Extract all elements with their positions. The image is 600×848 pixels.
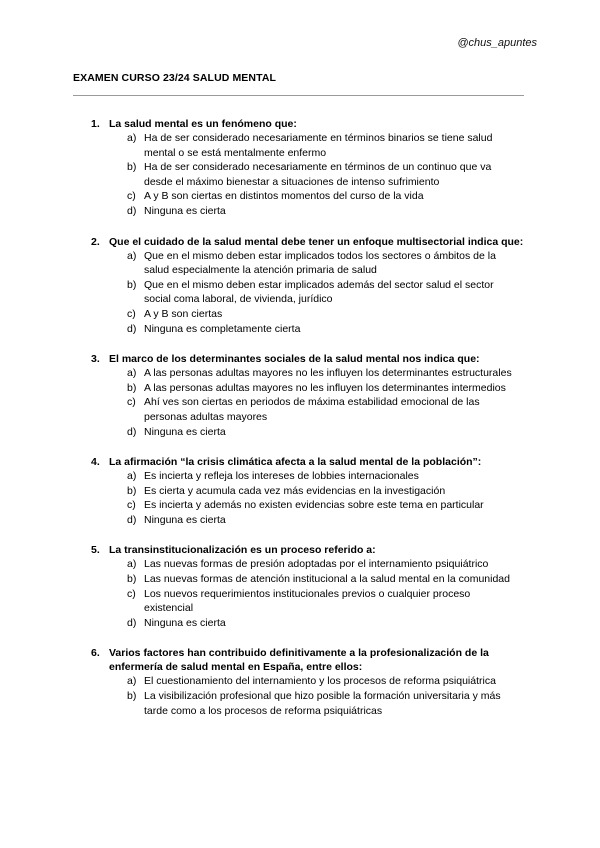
- option-text: Los nuevos requerimientos institucionales previos o cualquier proceso existencial: [144, 587, 471, 615]
- option-list: [0, 557, 600, 630]
- author-handle: @chus_apuntes: [457, 37, 537, 49]
- option-letter: a): [127, 470, 137, 483]
- answer-option: [0, 484, 600, 499]
- option-text: Las nuevas formas de atención institucional a la salud mental en la comunidad: [144, 573, 510, 586]
- option-text: Es cierta y acumula cada vez más evidencias en la investigación: [144, 484, 446, 497]
- answer-option: [0, 513, 600, 528]
- option-text: A y B son ciertas en distintos momentos del curso de la vida: [144, 190, 424, 203]
- answer-option: [0, 249, 600, 278]
- option-text: Ninguna es completamente cierta: [144, 322, 301, 335]
- option-letter: b): [127, 484, 137, 497]
- option-text: Que en el mismo deben estar implicados todos los sectores o ámbitos de la salud especialmente la atención primaria de salud: [144, 249, 496, 277]
- question-text: Varios factores han contribuido definitivamente a la profesionalización de la enfermería de salud mental en España, entre ellos:: [109, 647, 489, 674]
- answer-option: [0, 278, 600, 307]
- question-number: 1.: [91, 118, 100, 130]
- option-letter: b): [127, 690, 137, 703]
- option-letter: a): [127, 675, 137, 688]
- option-letter: a): [127, 558, 137, 571]
- answer-option: [0, 572, 600, 587]
- answer-option: [0, 322, 600, 337]
- option-letter: a): [127, 132, 137, 144]
- answer-option: [0, 131, 600, 160]
- answer-option: [0, 189, 600, 204]
- option-letter: b): [127, 573, 137, 586]
- option-letter: a): [127, 367, 137, 380]
- option-text: Es incierta y refleja los intereses de lobbies internacionales: [144, 470, 419, 483]
- option-letter: c): [127, 587, 136, 600]
- question-text: El marco de los determinantes sociales de la salud mental nos indica que:: [109, 353, 480, 366]
- option-text: A las personas adultas mayores no les influyen los determinantes intermedios: [144, 381, 506, 394]
- option-list: [0, 249, 600, 337]
- option-text: Ha de ser considerado necesariamente en términos binarios se tiene salud mental o se está mentalmente enfermo: [144, 132, 493, 159]
- exam-title: EXAMEN CURSO 23/24 SALUD MENTAL: [73, 72, 277, 84]
- answer-option: [0, 381, 600, 396]
- question-number: 3.: [91, 353, 100, 366]
- answer-option: [0, 307, 600, 322]
- option-letter: b): [127, 381, 137, 394]
- option-text: Ninguna es cierta: [144, 513, 226, 526]
- option-letter: a): [127, 249, 137, 262]
- question-number: 2.: [91, 235, 100, 248]
- option-letter: c): [127, 190, 136, 203]
- question-item: [0, 455, 600, 527]
- option-text: Ha de ser considerado necesariamente en términos de un continuo que va desde el máximo bienestar a situaciones de intenso sufrimiento: [144, 161, 492, 188]
- option-letter: b): [127, 278, 137, 291]
- option-letter: c): [127, 396, 136, 409]
- question-text: Que el cuidado de la salud mental debe tener un enfoque multisectorial indica que:: [109, 235, 524, 248]
- option-letter: b): [127, 161, 137, 174]
- option-text: La visibilización profesional que hizo posible la formación universitaria y más tarde como a los procesos de reforma psiquiátricas: [144, 690, 501, 717]
- question-text: La salud mental es un fenómeno que:: [109, 118, 297, 130]
- question-item: [0, 235, 600, 337]
- answer-option: [0, 674, 600, 689]
- answer-option: [0, 498, 600, 513]
- answer-option: [0, 366, 600, 381]
- option-text: Que en el mismo deben estar implicados además del sector salud el sector social coma laboral, de vivienda, jurídico: [144, 278, 494, 306]
- option-letter: d): [127, 513, 137, 526]
- option-text: El cuestionamiento del internamiento y los procesos de reforma psiquiátrica: [144, 675, 496, 688]
- answer-option: [0, 616, 600, 631]
- question-item: [0, 352, 600, 439]
- question-list: [0, 117, 600, 734]
- option-text: A y B son ciertas: [144, 307, 223, 320]
- question-text: La afirmación “la crisis climática afecta a la salud mental de la población”:: [109, 456, 482, 469]
- option-list: [0, 366, 600, 439]
- option-list: [0, 469, 600, 527]
- option-letter: d): [127, 616, 137, 629]
- option-letter: c): [127, 307, 136, 320]
- option-text: Es incierta y además no existen evidencias sobre este tema en particular: [144, 499, 484, 512]
- option-text: Ninguna es cierta: [144, 425, 226, 438]
- option-text: Ninguna es cierta: [144, 616, 226, 629]
- title-divider: [73, 95, 524, 96]
- option-text: Ahí ves son ciertas en periodos de máxima estabilidad emocional de las personas adultas mayores: [144, 396, 480, 423]
- option-letter: d): [127, 204, 137, 217]
- question-item: [0, 543, 600, 630]
- option-list: [0, 131, 600, 219]
- option-text: Las nuevas formas de presión adoptadas por el internamiento psiquiátrico: [144, 558, 489, 571]
- answer-option: [0, 425, 600, 440]
- answer-option: [0, 204, 600, 219]
- option-letter: c): [127, 499, 136, 512]
- answer-option: [0, 160, 600, 189]
- question-item: [0, 117, 600, 219]
- question-text: La transinstitucionalización es un proceso referido a:: [109, 544, 376, 557]
- answer-option: [0, 469, 600, 484]
- answer-option: [0, 395, 600, 424]
- answer-option: [0, 587, 600, 616]
- question-number: 4.: [91, 456, 100, 469]
- answer-option: [0, 557, 600, 572]
- option-list: [0, 674, 600, 718]
- option-text: Ninguna es cierta: [144, 204, 226, 217]
- option-letter: d): [127, 322, 137, 335]
- answer-option: [0, 689, 600, 718]
- option-text: A las personas adultas mayores no les influyen los determinantes estructurales: [144, 367, 512, 380]
- option-letter: d): [127, 425, 137, 438]
- question-number: 5.: [91, 544, 100, 557]
- question-item: [0, 646, 600, 718]
- question-number: 6.: [91, 647, 100, 660]
